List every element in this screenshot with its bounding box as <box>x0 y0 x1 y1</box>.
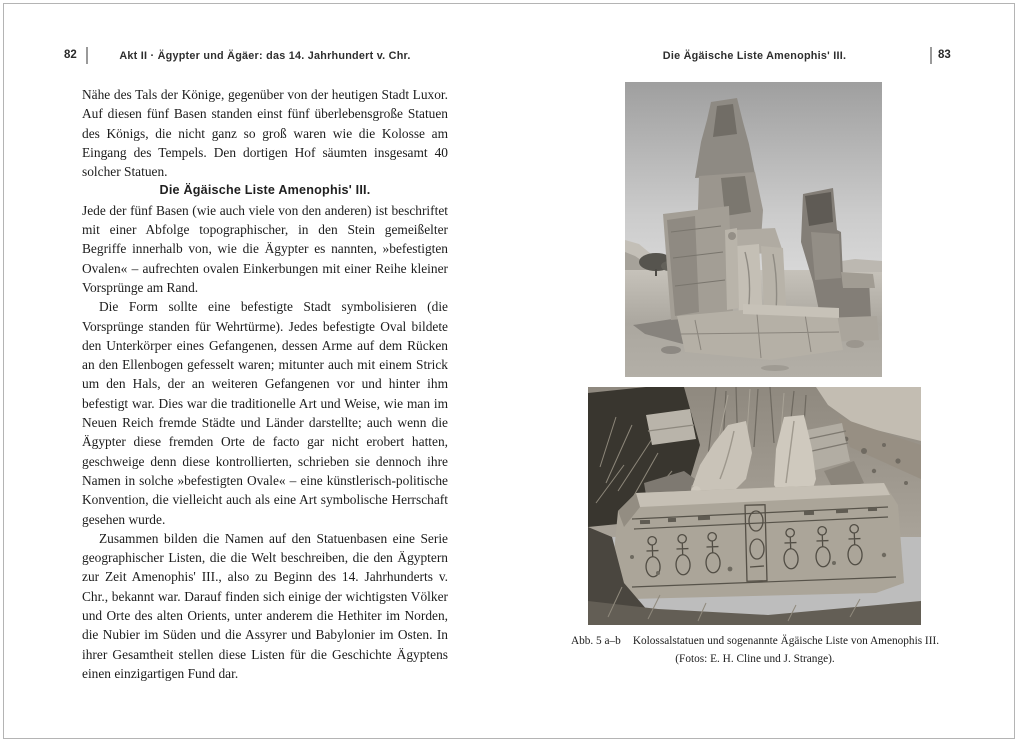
figure-colossi-photo <box>625 82 882 377</box>
left-page-number: 82 <box>64 49 77 61</box>
paragraph: Nähe des Tals der Könige, gegenüber von der heutigen Stadt Luxor. Auf diesen fünf Basen standen einst fünf überlebensgroße Statuen des Königs, die nicht ganz so groß waren wie die Kolosse am Eingang des Tempels. Den dortigen Hof säumten insgesamt 40 solcher Statuen. <box>82 87 448 180</box>
right-running-head: Die Ägäische Liste Amenophis' III. <box>662 50 847 62</box>
figure-statue-base-photo <box>588 387 921 625</box>
colossi-illustration <box>625 82 882 377</box>
caption-line-2: (Fotos: E. H. Cline und J. Strange). <box>675 653 835 665</box>
paragraph: Jede der fünf Basen (wie auch viele von den anderen) ist beschriftet mit einer Abfolge topographischer, in den Stein gemeißelter Begriffe innerhalb von, wie die Ägypter es nannten, »befestigten Ovalen« – aufrechten ovalen Einkerbungen mit einer Reihe kleiner Vorsprünge am Rand. <box>82 202 448 295</box>
paragraph: Die Form sollte eine befestigte Stadt symbolisieren (die Vorsprünge standen für Wehrtürme). Jedes befestigte Oval bildete den Unterkörper eines Gefangenen, dessen Arme auf dem Rücken an den Ellenbogen gefesselt waren; mitunter auch mit einem Strick um den Hals, der an weiteren Gefangenen vor und hinter ihm befestigt war. Dies war die traditionelle Art und Weise, wie man im Neuen Reich fremde Städte und Länder darstellte; auch wenn die Ägypter diese fremden Orte de facto gar nicht erobert hatten, geschweige denn diese kontrollierten, schrieben sie dennoch ihre Namen in solche »befestigten Ovale« – eine künstlerisch-politische Konvention, die vielleicht auch als eine Art symbolische Herrschaft gesehen wurde. <box>82 299 448 527</box>
right-header-rule <box>930 47 932 64</box>
right-page-number: 83 <box>938 49 951 61</box>
left-running-head: Akt II · Ägypter und Ägäer: das 14. Jahrhundert v. Chr. <box>119 50 411 62</box>
statue-base-illustration <box>588 387 921 625</box>
caption-label: Abb. 5 a–b <box>570 635 621 647</box>
paragraph: Zusammen bilden die Namen auf den Statuenbasen eine Serie geographischer Listen, die die Welt beschreiben, die den Ägyptern zur Zeit Amenophis' III., also zu Beginn des 14. Jahrhunderts v. Chr., bekannt war. Darauf finden sich einige der wichtigsten Völker und Orte des alten Orients, unter anderem die Hethiter im Norden, die Nubier im Süden und die Assyrer und Babylonier im Osten. In ihrer Gesamtheit stellen diese Listen für die Geschichte Ägyptens einen einzigartigen Fund dar. <box>82 530 448 681</box>
caption-text: Kolossalstatuen und sogenannte Ägäische Liste von Amenophis III. <box>632 635 940 647</box>
figure-caption <box>560 632 950 668</box>
section-heading: Die Ägäische Liste Amenophis' III. <box>159 183 371 198</box>
body-text-column <box>82 85 448 683</box>
caption-line-1 <box>560 632 950 650</box>
